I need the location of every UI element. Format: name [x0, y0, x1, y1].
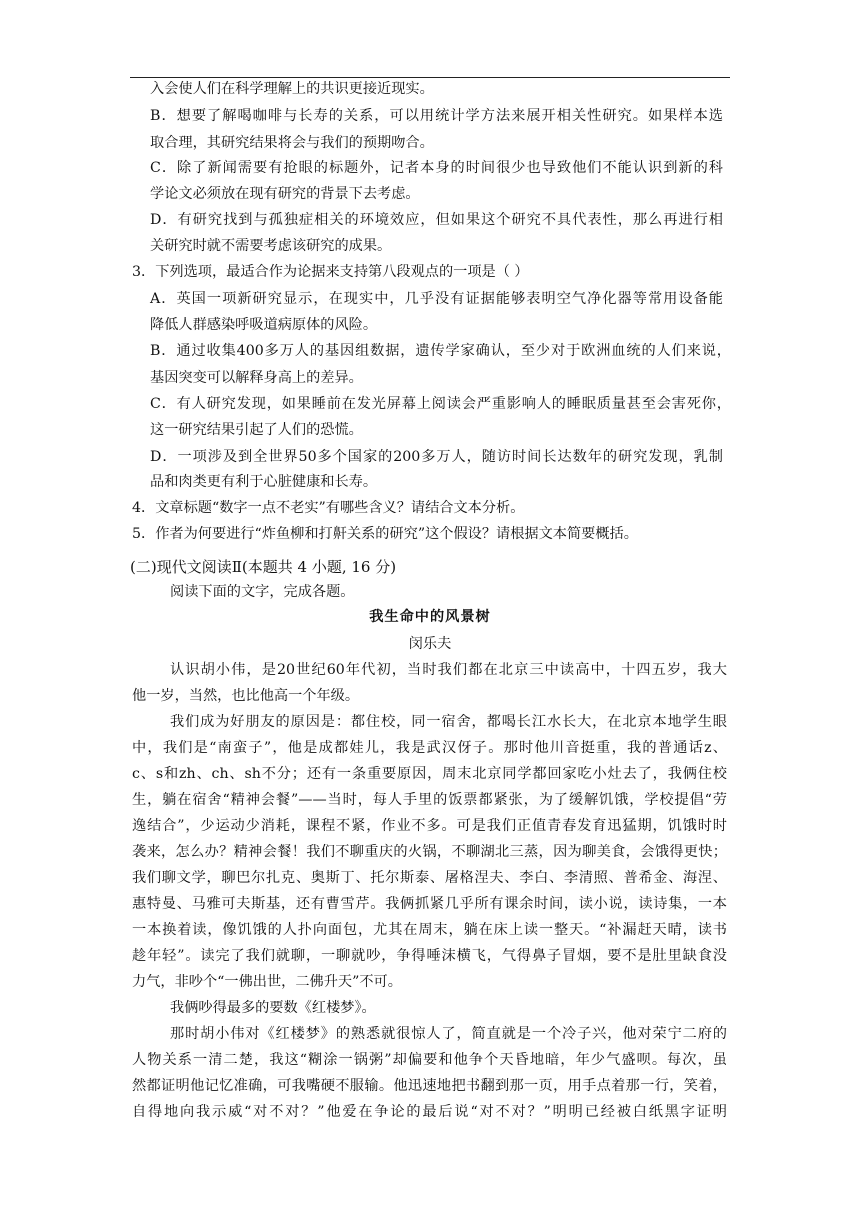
article-line: 我俩吵得最多的要数《红楼梦》。	[170, 1000, 376, 1016]
article-line: 中，我们是“南蛮子”，他是成都娃儿，我是武汉伢子。那时他川音挺重，我的普通话z、	[132, 740, 727, 756]
q3-stem: 3．下列选项，最适合作为论据来支持第八段观点的一项是（ ）	[132, 264, 529, 280]
section-heading: (二)现代文阅读Ⅱ(本题共 4 小题, 16 分)	[130, 558, 397, 576]
q2-option-d-line1: D．有研究找到与孤独症相关的环境效应，但如果这个研究不具代表性，那么再进行相	[150, 212, 723, 228]
q5-stem: 5．作者为何要进行“炸鱼柳和打鼾关系的研究”这个假设？请根据文本简要概括。	[132, 526, 638, 542]
q2-option-c-line2: 学论文必须放在现有研究的背景下去考虑。	[150, 186, 420, 202]
q3-option-a-line1: A．英国一项新研究显示，在现实中，几乎没有证据能够表明空气净化器等常用设备能	[150, 291, 723, 307]
q3-option-c-line2: 这一研究结果引起了人们的恐慌。	[150, 422, 363, 438]
article-line: 人物关系一清二楚，我这“糊涂一锅粥”却偏要和他争个天昏地暗，年少气盛呗。每次，虽	[132, 1052, 727, 1068]
article-line: 那时胡小伟对《红楼梦》的熟悉就很惊人了，简直就是一个冷子兴，他对荣宁二府的	[170, 1026, 727, 1042]
article-line: c、s和zh、ch、sh不分；还有一条重要原因，周末北京同学都回家吃小灶去了，我俩住校	[132, 766, 727, 782]
q3-option-b-line1: B．通过收集400多万人的基因组数据，遗传学家确认，至少对于欧洲血统的人们来说，	[150, 343, 731, 359]
article-line: 认识胡小伟，是20世纪60年代初，当时我们都在北京三中读高中，十四五岁，我大	[170, 662, 727, 678]
article-title: 我生命中的风景树	[369, 609, 491, 625]
q2-option-a-continuation: 入会使人们在科学理解上的共识更接近现实。	[150, 81, 434, 97]
q2-option-b-line2: 取合理，其研究结果将会与我们的预期吻合。	[150, 135, 434, 151]
q3-option-a-line2: 降低人群感染呼吸道病原体的风险。	[150, 317, 378, 333]
q3-option-c-line1: C．有人研究发现，如果睡前在发光屏幕上阅读会严重影响人的睡眠质量甚至会害死你，	[150, 396, 731, 412]
article-line: 我们成为好朋友的原因是：都住校，同一宿舍，都喝长江水长大，在北京本地学生眼	[170, 714, 727, 730]
q3-option-d-line1: D．一项涉及到全世界50多个国家的200多万人，随访时间长达数年的研究发现，乳制	[150, 449, 723, 465]
article-line: 然都证明他记忆准确，可我嘴硬不服输。他迅速地把书翻到那一页，用手点着那一行，笑着，	[132, 1078, 727, 1094]
q4-stem: 4．文章标题“数字一点不老实”有哪些含义？请结合文本分析。	[132, 500, 525, 516]
q2-option-b-line1: B．想要了解喝咖啡与长寿的关系，可以用统计学方法来展开相关性研究。如果样本选	[150, 108, 723, 124]
section-instruction: 阅读下面的文字，完成各题。	[170, 584, 355, 600]
article-line: 惠特曼、马雅可夫斯基，还有曹雪芹。我俩抓紧几乎所有课余时间，读小说，读诗集，一本	[132, 896, 727, 912]
q2-option-d-line2: 关研究时就不需要考虑该研究的成果。	[150, 238, 392, 254]
article-line: 力气，非吵个“一佛出世，二佛升天”不可。	[132, 974, 402, 990]
article-line: 我们聊文学，聊巴尔扎克、奥斯丁、托尔斯泰、屠格涅夫、李白、李清照、普希金、海涅、	[132, 870, 727, 886]
article-line: 逸结合”，少运动少消耗，课程不紧，作业不多。可是我们正值青春发育迅猛期，饥饿时时	[132, 818, 727, 834]
q2-option-c-line1: C．除了新闻需要有抢眼的标题外，记者本身的时间很少也导致他们不能认识到新的科	[150, 160, 723, 176]
article-line: 一本换着读，像饥饿的人扑向面包，尤其在周末，躺在床上读一整天。“补漏赶天晴，读书	[132, 922, 727, 938]
q3-option-d-line2: 品和肉类更有利于心脏健康和长寿。	[150, 474, 378, 490]
article-line: 趁年轻”。读完了我们就聊，一聊就吵，争得唾沫横飞，气得鼻子冒烟，要不是肚里缺食没	[132, 948, 727, 964]
article-author: 闵乐夫	[408, 636, 452, 652]
article-line: 袭来，怎么办？精神会餐！我们不聊重庆的火锅，不聊湖北三蒸，因为聊美食，会饿得更快；	[132, 844, 727, 860]
article-line: 他一岁，当然，也比他高一个年级。	[132, 688, 360, 704]
article-line: 生，躺在宿舍“精神会餐”——当时，每人手里的饭票都紧张，为了缓解饥饿，学校提倡“劳	[132, 792, 727, 808]
article-line: 自得地向我示威“对不对？”他爱在争论的最后说“对不对？”明明已经被白纸黑字证明	[132, 1104, 727, 1120]
q3-option-b-line2: 基因突变可以解释身高上的差异。	[150, 370, 363, 386]
header-rule	[130, 77, 730, 78]
